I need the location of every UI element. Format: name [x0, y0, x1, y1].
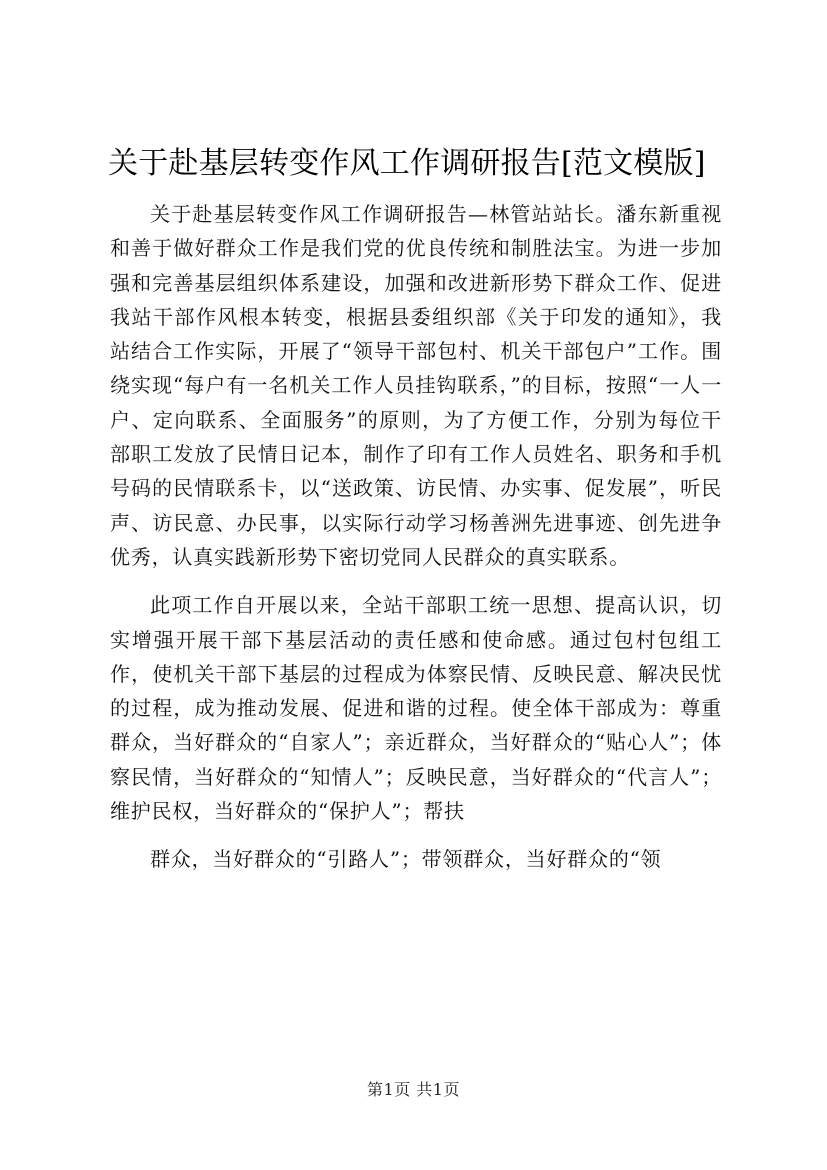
page-footer: 第1页 共1页 [367, 1080, 460, 1099]
body-paragraph-1: 关于赴基层转变作风工作调研报告—林管站站长。潘东新重视和善于做好群众工作是我们党的优良传统和制胜法宝。为进一步加强和完善基层组织体系建设，加强和改进新形势下群众工作、促进我站干部作风根本转变，根据县委组织部《关于印发的通知》，我站结合工作实际，开展了“领导干部包村、机关干部包户”工作。围绕实现“每户有一名机关工作人员挂钩联系，”的目标，按照“一人一户、定向联系、全面服务”的原则，为了方便工作，分别为每位干部职工发放了民情日记本，制作了印有工作人员姓名、职务和手机号码的民情联系卡，以“送政策、访民情、办实事、促发展”，听民声、访民意、办民事，以实际行动学习杨善洲先进事迹、创先进争优秀，认真实践新形势下密切党同人民群众的真实联系。 [110, 202, 722, 569]
body-paragraph-2: 此项工作自开展以来，全站干部职工统一思想、提高认识，切实增强开展干部下基层活动的责任感和使命感。通过包村包组工作，使机关干部下基层的过程成为体察民情、反映民意、解决民忧的过程，成为推动发展、促进和谐的过程。使全体干部成为：尊重群众，当好群众的“自家人”；亲近群众，当好群众的“贴心人”；体察民情，当好群众的“知情人”；反映民意，当好群众的“代言人”；维护民权，当好群众的“保护人”；帮扶 [110, 593, 722, 824]
document-title: 关于赴基层转变作风工作调研报告[范文模版] [108, 146, 706, 181]
body-paragraph-3: 群众，当好群众的“引路人”；带领群众，当好群众的“领 [150, 847, 662, 872]
document-body [110, 197, 722, 877]
